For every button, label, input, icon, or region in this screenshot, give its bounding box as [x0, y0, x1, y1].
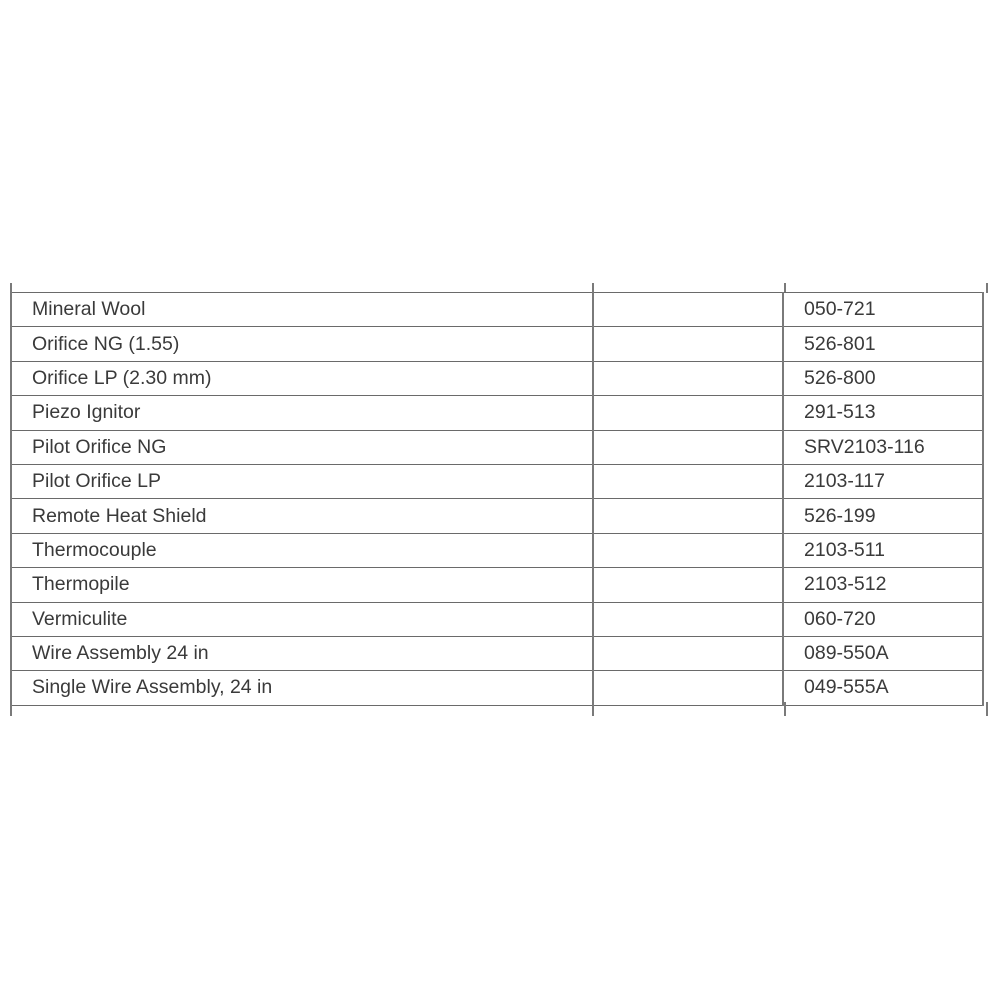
part-number-cell: [783, 464, 983, 498]
description-text: Thermopile: [32, 573, 130, 596]
part-number-text: 526-801: [804, 332, 876, 355]
part-number-cell: [783, 327, 983, 361]
empty-cell: [593, 671, 783, 705]
empty-cell: [593, 499, 783, 533]
empty-cell: [593, 361, 783, 395]
part-number-cell: [783, 361, 983, 395]
part-number-text: 526-800: [804, 366, 876, 389]
description-cell: [11, 464, 593, 498]
part-number-cell: [783, 499, 983, 533]
empty-cell: [593, 464, 783, 498]
part-number-cell: [783, 430, 983, 464]
description-text: Thermocouple: [32, 538, 157, 561]
description-cell: [11, 533, 593, 567]
part-number-cell: [783, 568, 983, 602]
description-text: Mineral Wool: [32, 298, 146, 321]
part-number-text: 049-555A: [804, 676, 889, 699]
empty-cell: [593, 602, 783, 636]
description-text: Pilot Orifice NG: [32, 435, 167, 458]
part-number-text: 2103-117: [804, 470, 885, 493]
empty-cell: [593, 430, 783, 464]
description-text: Remote Heat Shield: [32, 504, 207, 527]
description-cell: [11, 602, 593, 636]
part-number-text: 2103-512: [804, 573, 887, 596]
parts-table-body: [11, 293, 983, 706]
description-text: Pilot Orifice LP: [32, 470, 161, 493]
table-row: [11, 533, 983, 567]
description-cell: [11, 568, 593, 602]
part-number-text: SRV2103-116: [804, 435, 925, 458]
description-text: Orifice NG (1.55): [32, 332, 180, 355]
description-cell: [11, 671, 593, 705]
description-cell: [11, 499, 593, 533]
table-row: [11, 464, 983, 498]
part-number-cell: [783, 636, 983, 670]
description-text: Single Wire Assembly, 24 in: [32, 676, 273, 699]
empty-cell: [593, 327, 783, 361]
description-cell: [11, 396, 593, 430]
part-number-cell: [783, 396, 983, 430]
empty-cell: [593, 293, 783, 327]
empty-cell: [593, 396, 783, 430]
part-number-text: 291-513: [804, 401, 876, 424]
parts-table: [10, 292, 984, 706]
description-cell: [11, 327, 593, 361]
description-text: Vermiculite: [32, 607, 128, 630]
part-number-text: 060-720: [804, 607, 876, 630]
table-row: [11, 327, 983, 361]
part-number-cell: [783, 671, 983, 705]
description-text: Piezo Ignitor: [32, 401, 141, 424]
part-number-cell: [783, 533, 983, 567]
part-number-text: 526-199: [804, 504, 876, 527]
part-number-cell: [783, 293, 983, 327]
table-row: [11, 568, 983, 602]
table-rule-stub: [784, 702, 786, 716]
table-row: [11, 602, 983, 636]
empty-cell: [593, 636, 783, 670]
empty-cell: [593, 533, 783, 567]
table-rule-stub: [986, 702, 988, 716]
table-row: [11, 361, 983, 395]
empty-cell: [593, 568, 783, 602]
part-number-cell: [783, 602, 983, 636]
description-cell: [11, 430, 593, 464]
description-cell: [11, 361, 593, 395]
table-row: [11, 396, 983, 430]
table-row: [11, 293, 983, 327]
description-text: Wire Assembly 24 in: [32, 642, 209, 665]
description-text: Orifice LP (2.30 mm): [32, 366, 212, 389]
part-number-text: 050-721: [804, 298, 876, 321]
table-row: [11, 430, 983, 464]
description-cell: [11, 293, 593, 327]
part-number-text: 089-550A: [804, 642, 889, 665]
table-row: [11, 499, 983, 533]
table-row: [11, 671, 983, 705]
table-rule-stub: [986, 283, 988, 293]
part-number-text: 2103-511: [804, 538, 885, 561]
description-cell: [11, 636, 593, 670]
table-rule-stub: [10, 702, 12, 716]
table-rule-stub: [592, 702, 594, 716]
table-row: [11, 636, 983, 670]
